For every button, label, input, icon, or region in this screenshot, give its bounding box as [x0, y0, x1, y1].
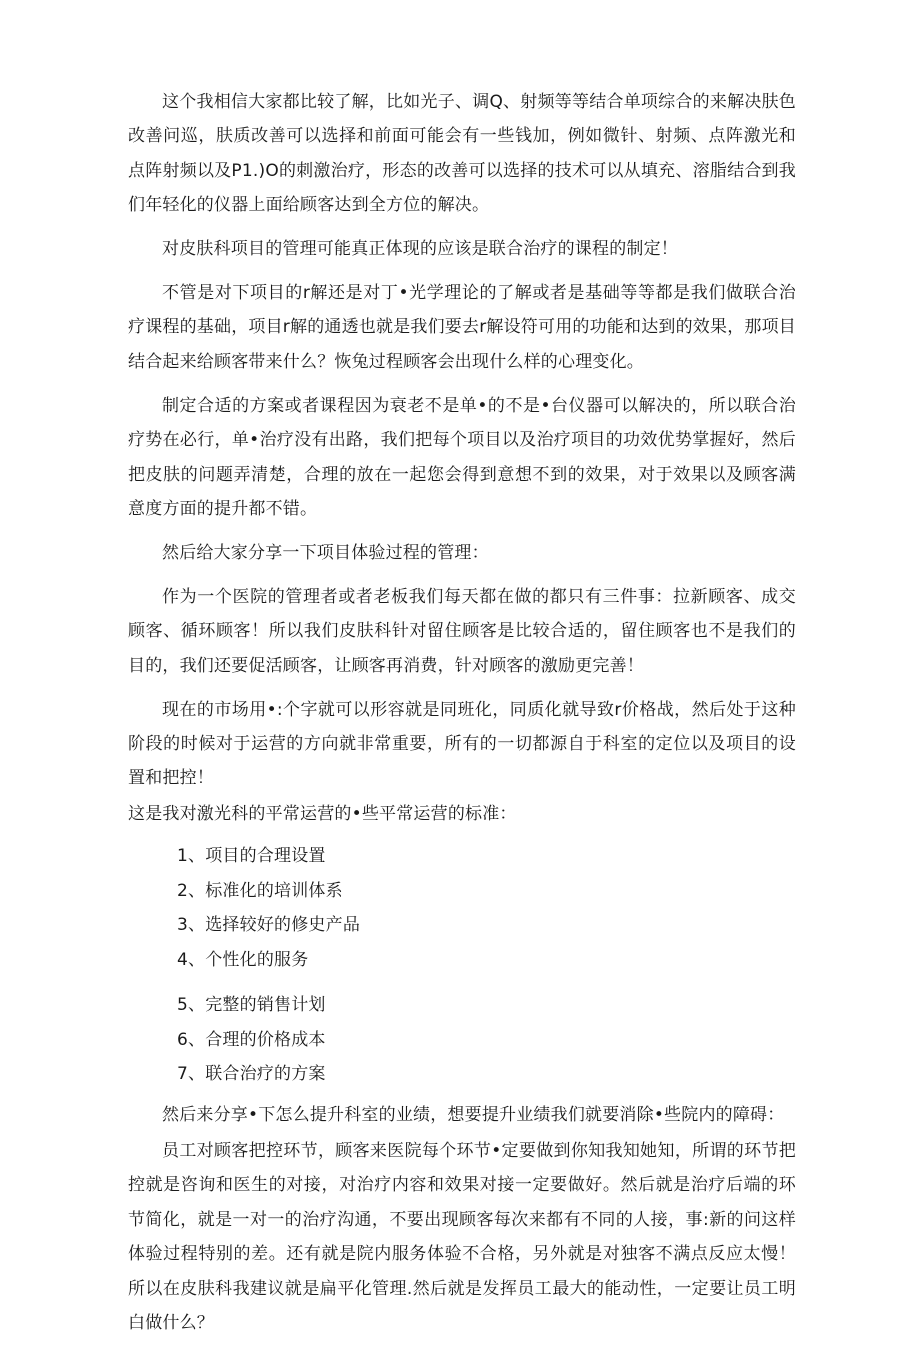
- paragraph-staff-customer-control: 员工对顾客把控环节，顾客来医院每个环节•定要做到你知我知她知，所谓的环节把控就是咨询和医生的对接，对治疗内容和效果对接一定要做好。然后就是治疗后端的环节简化，就是一对一的治疗沟通，不要出现顾客每次来都有不同的人接，事:新的问这样体验过程特别的差。还有就是院内服务体验不合格，另外就是对独客不满点反应太慢！所以在皮肤科我建议就是扁平化管理.然后就是发挥员工最大的能动性，一定要让员工明白做什么？: [128, 1141, 796, 1334]
- list-intro: 这是我对激光科的平常运营的•些平常运营的标准：: [128, 803, 517, 824]
- list-item: 6、合理的价格成本: [177, 1029, 326, 1050]
- paragraph-three-things: 作为一个医院的管理者或者老板我们每天都在做的都只有三件事：拉新顾客、成交顾客、循环顾客！所以我们皮肤科针对留住顾客是比较合适的，留住顾客也不是我们的目的，我们还要促活顾客，让顾客再消费，针对顾客的激励更完善！: [128, 586, 796, 676]
- paragraph-experience-management-intro: 然后给大家分享一下项目体验过程的管理：: [162, 542, 489, 563]
- list-item: 5、完整的销售计划: [177, 995, 326, 1016]
- paragraph-combined-treatment-course: 对皮肤科项目的管理可能真正体现的应该是联合治疗的课程的制定！: [162, 239, 678, 260]
- list-item: 1、项目的合理设置: [177, 846, 326, 867]
- list-item: 7、联合治疗的方案: [177, 1064, 326, 1085]
- list-item: 4、个性化的服务: [177, 949, 309, 970]
- document-body: [128, 85, 796, 1350]
- paragraph-improve-performance: 然后来分享•下怎么提升科室的业绩，想要提升业绩我们就要消除•些院内的障碍：: [162, 1104, 785, 1125]
- list-item: 3、选择较好的修史产品: [177, 915, 361, 936]
- paragraph-project-understanding: 不管是对下项目的r解还是对丁•光学理论的了解或者是基础等等都是我们做联合治疗课程的基础，项目r解的通透也就是我们要去r解设符可用的功能和达到的效果，那项目结合起来给顾客带来什么？恢兔过程顾客会出现什么样的心理变化。: [128, 283, 796, 372]
- list-item: 2、标准化的培训体系: [177, 880, 343, 901]
- paragraph-suitable-plan: 制定合适的方案或者课程因为衰老不是单•的不是•台仪器可以解决的，所以联合治疗势在必行，单•治疗没有出路，我们把每个项目以及治疗项目的功效优势掌握好，然后把皮肤的问题弄清楚，合理的放在一起您会得到意想不到的效果，对于效果以及顾客满意度方面的提升都不错。: [128, 395, 796, 519]
- paragraph-skin-treatment-options: 这个我相信大家都比较了解，比如光子、调Q、射频等等结合单项综合的来解决肤色改善问巡，肤质改善可以选择和前面可能会有一些钱加，例如微针、射频、点阵激光和点阵射频以及P1.)O的刺激治疗，形态的改善可以选择的技术可以从填充、溶脂结合到我们年轻化的仪器上面给顾客达到全方位的解决。: [128, 92, 796, 216]
- paragraph-market-homogenization: 现在的市场用•:个字就可以形容就是同班化，同质化就导致r价格战，然后处于这种阶段的时候对于运营的方向就非常重要，所有的一切都源自于科室的定位以及项目的设置和把控！: [128, 699, 796, 789]
- operation-standards-list: [128, 839, 796, 1092]
